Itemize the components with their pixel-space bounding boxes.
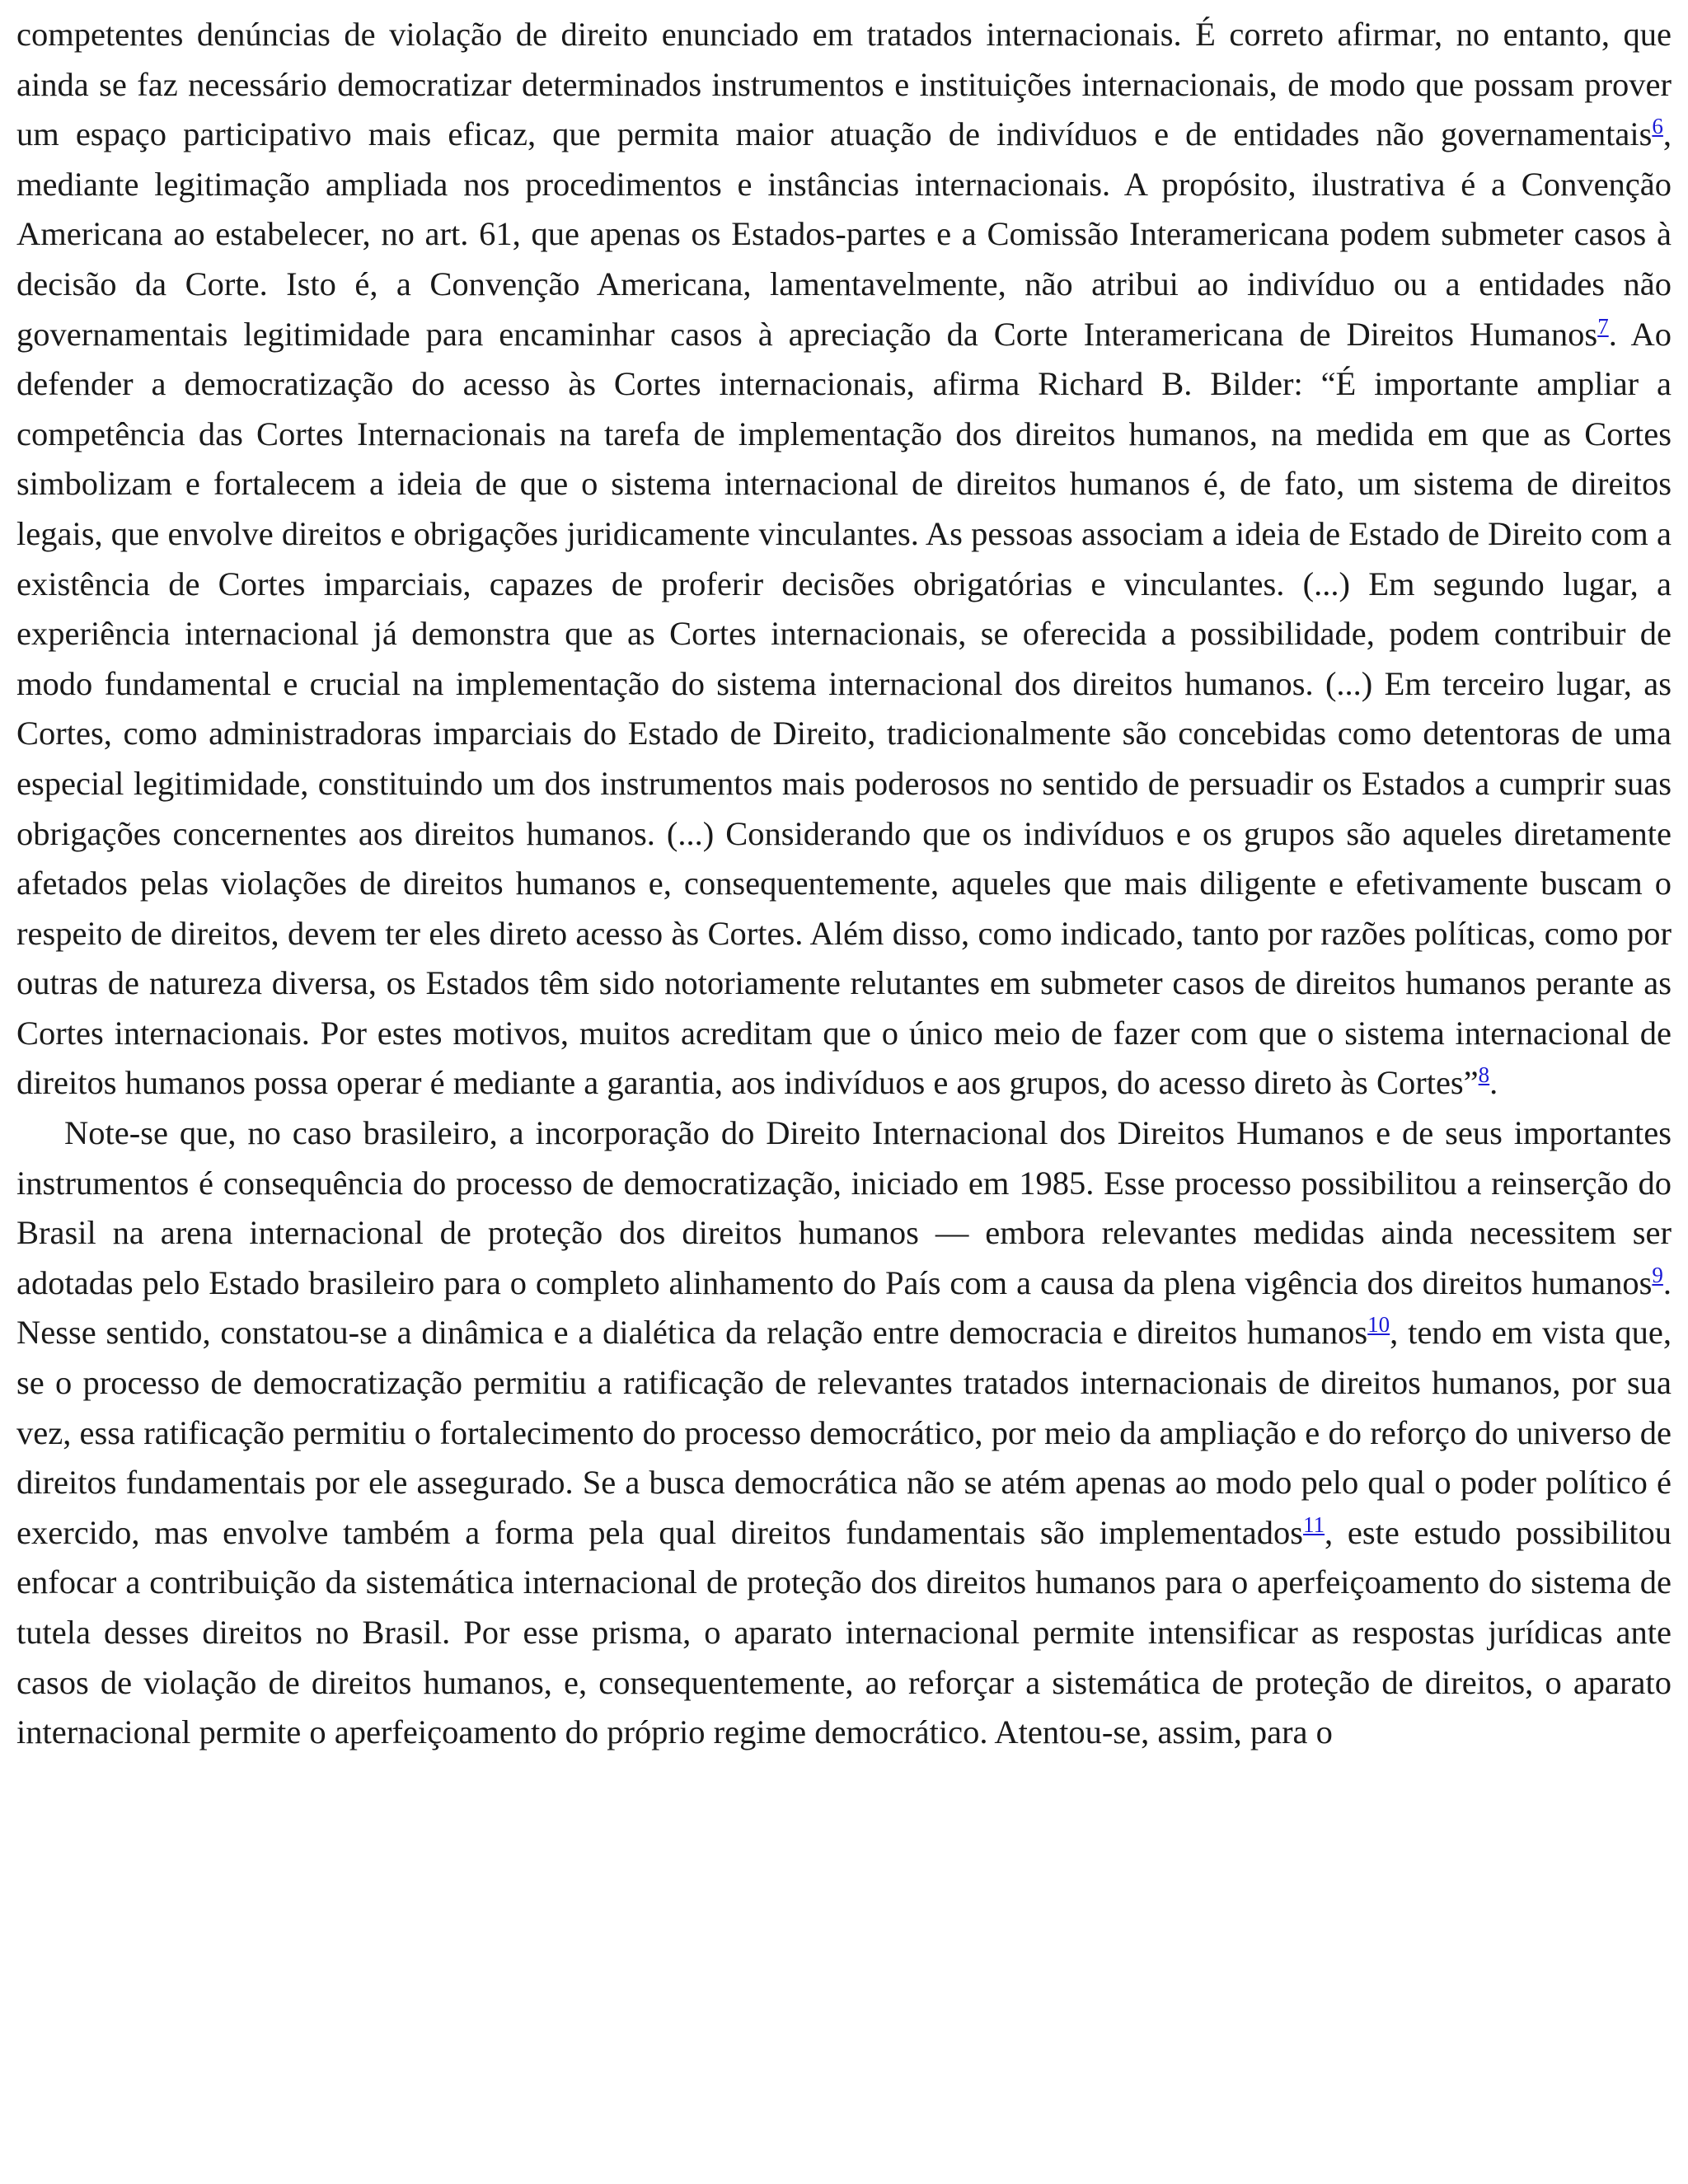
footnote-ref-10[interactable]: 10 [1367, 1312, 1390, 1338]
footnote-ref-6[interactable]: 6 [1652, 114, 1663, 139]
text-run: , este estudo possibilitou enfocar a contribuição da sistemática internacional de proteção dos direitos humanos para o aperfeiçoamento do sistema de tutela desses direitos no Brasil. Por esse prisma, o aparato internacional permite intensificar as respostas jurídicas ante casos de violação de direitos humanos, e, consequentemente, ao reforçar a sistemática de proteção de direitos, o aparato internacional permite o aperfeiçoamento do próprio regime democrático. Atentou-se, assim, para o [16, 1513, 1672, 1751]
text-run: . Ao defender a democratização do acesso às Cortes internacionais, afirma Richard B. Bilder: “É importante ampliar a competência das Cortes Internacionais na tarefa de implementação dos direitos humanos, na medida em que as Cortes simbolizam e fortalecem a ideia de que o sistema internacional de direitos humanos é, de fato, um sistema de direitos legais, que envolve direitos e obrigações juridicamente vinculantes. As pessoas associam a ideia de Estado de Direito com a existência de Cortes imparciais, capazes de proferir decisões obrigatórias e vinculantes. (...) Em segundo lugar, a experiência internacional já demonstra que as Cortes internacionais, se oferecida a possibilidade, podem contribuir de modo fundamental e crucial na implementação do sistema internacional dos direitos humanos. (...) Em terceiro lugar, as Cortes, como administradoras imparciais do Estado de Direito, tradicionalmente são concebidas como detentoras de uma especial legitimidade, constituindo um dos instrumentos mais poderosos no sentido de persuadir os Estados a cumprir suas obrigações concernentes aos direitos humanos. (...) Considerando que os indivíduos e os grupos são aqueles diretamente afetados pelas violações de direitos humanos e, consequentemente, aqueles que mais diligente e efetivamente buscam o respeito de direitos, devem ter eles direto acesso às Cortes. Além disso, como indicado, tanto por razões políticas, como por outras de natureza diversa, os Estados têm sido notoriamente relutantes em submeter casos de direitos humanos perante as Cortes internacionais. Por estes motivos, muitos acreditam que o único meio de fazer com que o sistema internacional de direitos humanos possa operar é mediante a garantia, aos indivíduos e aos grupos, do acesso direto às Cortes” [16, 315, 1672, 1102]
text-run: . Nesse sentido, constatou-se a dinâmica e a dialética da relação entre democracia e direitos humanos [16, 1263, 1672, 1352]
text-run: , tendo em vista que, se o processo de democratização permitiu a ratificação de relevantes tratados internacionais de direitos humanos, por sua vez, essa ratificação permitiu o fortalecimento do processo democrático, por meio da ampliação e do reforço do universo de direitos fundamentais por ele assegurado. Se a busca democrática não se atém apenas ao modo pelo qual o poder político é exercido, mas envolve também a forma pela qual direitos fundamentais são implementados [16, 1314, 1672, 1551]
paragraph-2 [16, 1108, 1672, 1758]
paragraph-1 [16, 10, 1672, 1108]
footnote-ref-8[interactable]: 8 [1478, 1062, 1490, 1088]
text-run: Note-se que, no caso brasileiro, a incorporação do Direito Internacional dos Direitos Humanos e de seus importantes instrumentos é consequência do processo de democratização, iniciado em 1985. Esse processo possibilitou a reinserção do Brasil na arena internacional de proteção dos direitos humanos — embora relevantes medidas ainda necessitem ser adotadas pelo Estado brasileiro para o completo alinhamento do País com a causa da plena vigência dos direitos humanos [16, 1114, 1672, 1301]
text-run: , mediante legitimação ampliada nos procedimentos e instâncias internacionais. A propósito, ilustrativa é a Convenção Americana ao estabelecer, no art. 61, que apenas os Estados-partes e a Comissão Interamericana podem submeter casos à decisão da Corte. Isto é, a Convenção Americana, lamentavelmente, não atribui ao indivíduo ou a entidades não governamentais legitimidade para encaminhar casos à apreciação da Corte Interamericana de Direitos Humanos [16, 115, 1672, 353]
text-run: . [1489, 1064, 1498, 1102]
footnote-ref-7[interactable]: 7 [1597, 313, 1609, 339]
footnote-ref-9[interactable]: 9 [1652, 1262, 1663, 1287]
text-run: competentes denúncias de violação de direito enunciado em tratados internacionais. É correto afirmar, no entanto, que ainda se faz necessário democratizar determinados instrumentos e instituições internacionais, de modo que possam prover um espaço participativo mais eficaz, que permita maior atuação de indivíduos e de entidades não governamentais [16, 16, 1672, 153]
footnote-ref-11[interactable]: 11 [1303, 1511, 1325, 1537]
